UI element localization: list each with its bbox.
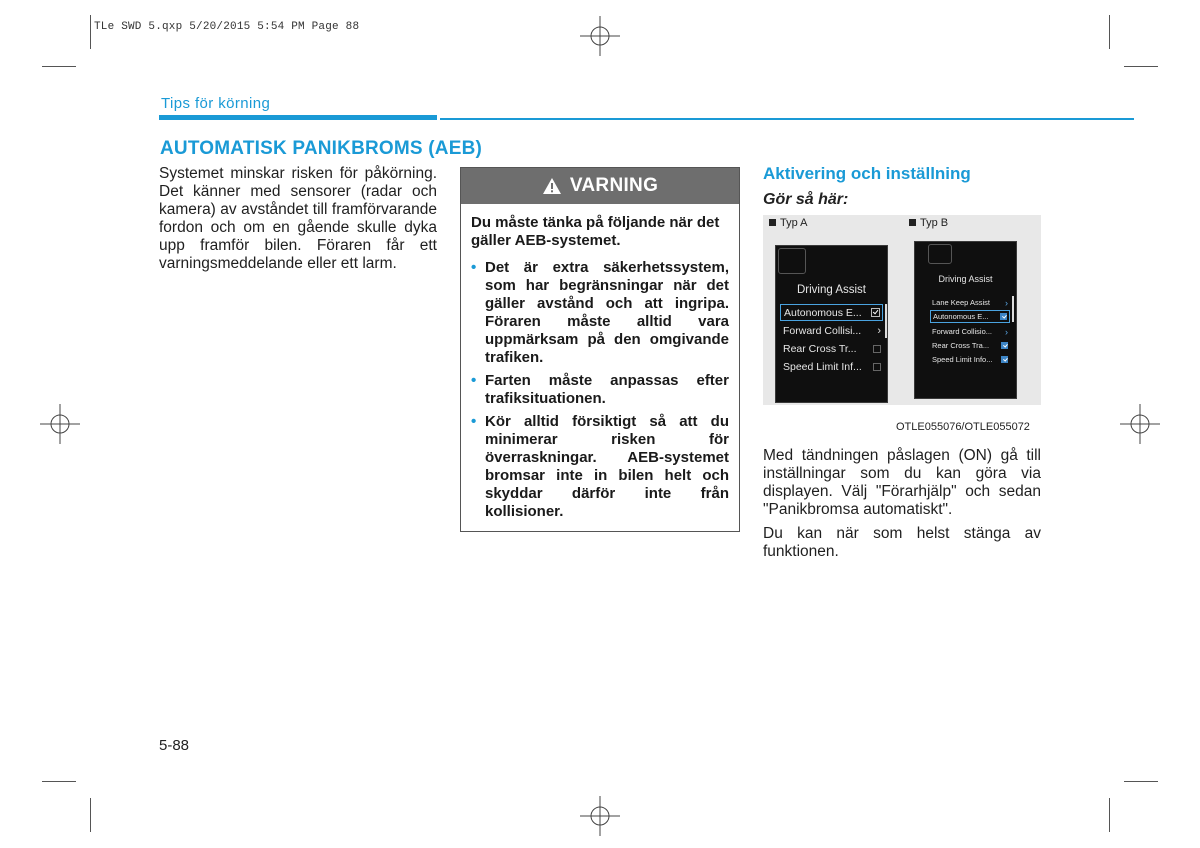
screen-row-label: Autonomous E... bbox=[933, 312, 989, 321]
chevron-right-icon: › bbox=[1005, 297, 1008, 308]
activation-heading: Aktivering och inställning bbox=[763, 164, 971, 183]
square-bullet-icon bbox=[769, 219, 776, 226]
screen-row bbox=[780, 358, 883, 375]
square-bullet-icon bbox=[909, 219, 916, 226]
activation-text bbox=[763, 447, 1041, 567]
screen-row-label: Lane Keep Assist bbox=[932, 298, 990, 307]
howto-label: Gör så här: bbox=[763, 191, 849, 208]
registration-mark-icon bbox=[580, 796, 620, 836]
warning-triangle-icon bbox=[542, 177, 562, 195]
screen-title: Driving Assist bbox=[796, 284, 867, 296]
screen-icon-placeholder bbox=[778, 248, 806, 274]
checkbox-checked-icon bbox=[1001, 356, 1008, 363]
page-title: AUTOMATISK PANIKBROMS (AEB) bbox=[160, 138, 483, 159]
crop-mark bbox=[1124, 781, 1158, 782]
registration-mark-icon bbox=[40, 404, 80, 444]
checkbox-icon bbox=[873, 345, 881, 353]
scrollbar bbox=[1012, 296, 1014, 322]
screen-icon-placeholder bbox=[928, 244, 952, 264]
checkbox-checked-icon bbox=[1001, 342, 1008, 349]
crop-mark bbox=[90, 15, 91, 49]
screen-type-b bbox=[914, 241, 1017, 399]
print-header: TLe SWD 5.qxp 5/20/2015 5:54 PM Page 88 bbox=[94, 21, 360, 33]
type-b-label: Typ B bbox=[920, 217, 949, 229]
screen-row bbox=[780, 340, 883, 357]
bullet-icon: • bbox=[471, 372, 477, 389]
section-bar bbox=[159, 115, 437, 120]
chevron-right-icon: › bbox=[1005, 326, 1008, 337]
screen-row-label: Speed Limit Info... bbox=[932, 355, 993, 364]
warning-list bbox=[471, 259, 729, 521]
warning-box bbox=[460, 167, 740, 532]
chevron-right-icon: › bbox=[877, 324, 881, 337]
screen-row bbox=[930, 339, 1010, 352]
screen-row-label: Speed Limit Inf... bbox=[783, 360, 862, 373]
warning-body bbox=[471, 214, 729, 526]
screen-row bbox=[930, 310, 1010, 323]
warning-item bbox=[471, 259, 729, 367]
warning-intro: Du måste tänka på följande när det gäller AEB-systemet. bbox=[471, 214, 720, 249]
display-figure bbox=[763, 215, 1041, 405]
section-rule bbox=[440, 118, 1134, 120]
screen-row bbox=[930, 325, 1010, 338]
screen-row bbox=[930, 296, 1010, 309]
checkbox-checked-icon bbox=[1000, 313, 1007, 320]
registration-mark-icon bbox=[580, 16, 620, 56]
crop-mark bbox=[1109, 798, 1110, 832]
warning-item bbox=[471, 372, 729, 408]
warning-item-text: Det är extra säkerhetssystem, som har begränsningar när det gäller avstånd och att ingripa. Föraren måste alltid vara uppmärksam på den omgivande trafiken. bbox=[485, 259, 729, 366]
type-a-label: Typ A bbox=[780, 217, 808, 229]
crop-mark bbox=[1109, 15, 1110, 49]
crop-mark bbox=[1124, 66, 1158, 67]
warning-item-text: Farten måste anpassas efter trafiksituationen. bbox=[485, 372, 729, 407]
warning-item-text: Kör alltid försiktigt så att du minimerar risken för överraskningar. AEB-systemet bromsar inte in bilen helt och skyddar därför inte från kollisioner. bbox=[485, 413, 729, 520]
page-number: 5-88 bbox=[159, 737, 190, 754]
screen-row-label: Rear Cross Tr... bbox=[783, 342, 857, 355]
warning-heading: VARNING bbox=[569, 175, 659, 196]
activation-paragraph: Med tändningen påslagen (ON) gå till inställningar som du kan göra via displayen. Välj "Förarhjälp" och sedan "Panikbromsa automatiskt". bbox=[763, 447, 1041, 518]
crop-mark bbox=[42, 781, 76, 782]
checkbox-icon bbox=[873, 363, 881, 371]
scrollbar bbox=[885, 304, 887, 338]
warning-item bbox=[471, 413, 729, 521]
bullet-icon: • bbox=[471, 259, 477, 276]
screen-row-label: Autonomous E... bbox=[784, 306, 862, 319]
intro-paragraph: Systemet minskar risken för påkörning. Det känner med sensorer (radar och kamera) av avståndet till framförvarande fordon och om en gående skulle dyka upp framför bilen. Föraren får ett varningsmeddelande eller ett larm. bbox=[159, 165, 437, 272]
crop-mark bbox=[90, 798, 91, 832]
screen-row-label: Rear Cross Tra... bbox=[932, 341, 990, 350]
screen-row-label: Forward Collisi... bbox=[783, 324, 862, 337]
registration-mark-icon bbox=[1120, 404, 1160, 444]
bullet-icon: • bbox=[471, 413, 477, 430]
figure-caption-a bbox=[769, 217, 808, 229]
figure-code: OTLE055076/OTLE055072 bbox=[896, 421, 1030, 433]
screen-row bbox=[780, 304, 883, 321]
screen-row bbox=[780, 322, 883, 339]
activation-paragraph: Du kan när som helst stänga av funktionen. bbox=[763, 525, 1041, 560]
screen-type-a bbox=[775, 245, 888, 403]
screen-title: Driving Assist bbox=[938, 274, 993, 284]
screen-row bbox=[930, 353, 1010, 366]
crop-mark bbox=[42, 66, 76, 67]
checkbox-checked-icon bbox=[871, 308, 880, 317]
warning-header bbox=[461, 168, 739, 204]
screen-row-label: Forward Collisio... bbox=[932, 327, 993, 336]
figure-caption-b bbox=[909, 217, 948, 229]
section-label: Tips för körning bbox=[161, 95, 271, 112]
